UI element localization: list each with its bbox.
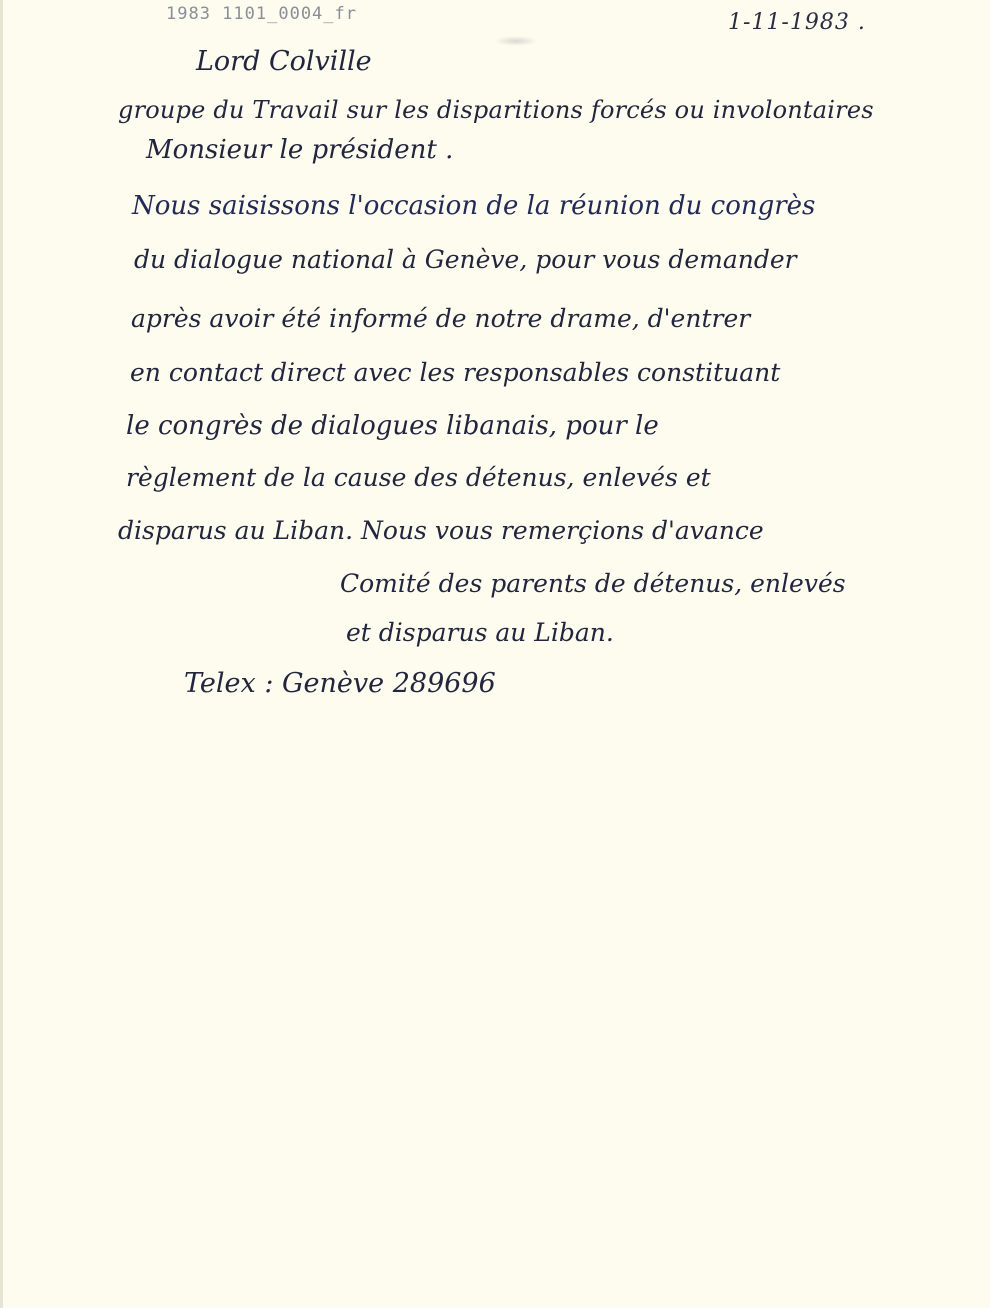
addressee-line: Lord Colville xyxy=(196,46,372,77)
telex-line: Telex : Genève 289696 xyxy=(184,668,496,699)
body-line: le congrès de dialogues libanais, pour le xyxy=(126,411,659,441)
archive-reference: 1983 1101_0004_fr xyxy=(166,4,357,24)
body-line: après avoir été informé de notre drame, d'entrer xyxy=(131,304,751,333)
signature-line: Comité des parents de détenus, enlevés xyxy=(340,569,846,598)
ink-smudge xyxy=(494,36,538,46)
page-edge xyxy=(0,0,3,1308)
body-line: règlement de la cause des détenus, enlevés et xyxy=(126,463,711,492)
body-line: en contact direct avec les responsables constituant xyxy=(130,358,781,387)
body-line: Nous saisissons l'occasion de la réunion du congrès xyxy=(132,191,816,221)
signature-line: et disparus au Liban. xyxy=(346,618,614,647)
working-group-line: groupe du Travail sur les disparitions forcés ou involontaires xyxy=(118,96,874,124)
body-line: du dialogue national à Genève, pour vous demander xyxy=(134,245,797,274)
salutation-line: Monsieur le président . xyxy=(146,135,454,165)
letter-date: 1-11-1983 . xyxy=(728,10,866,35)
body-line: disparus au Liban. Nous vous remerçions d'avance xyxy=(118,516,764,545)
